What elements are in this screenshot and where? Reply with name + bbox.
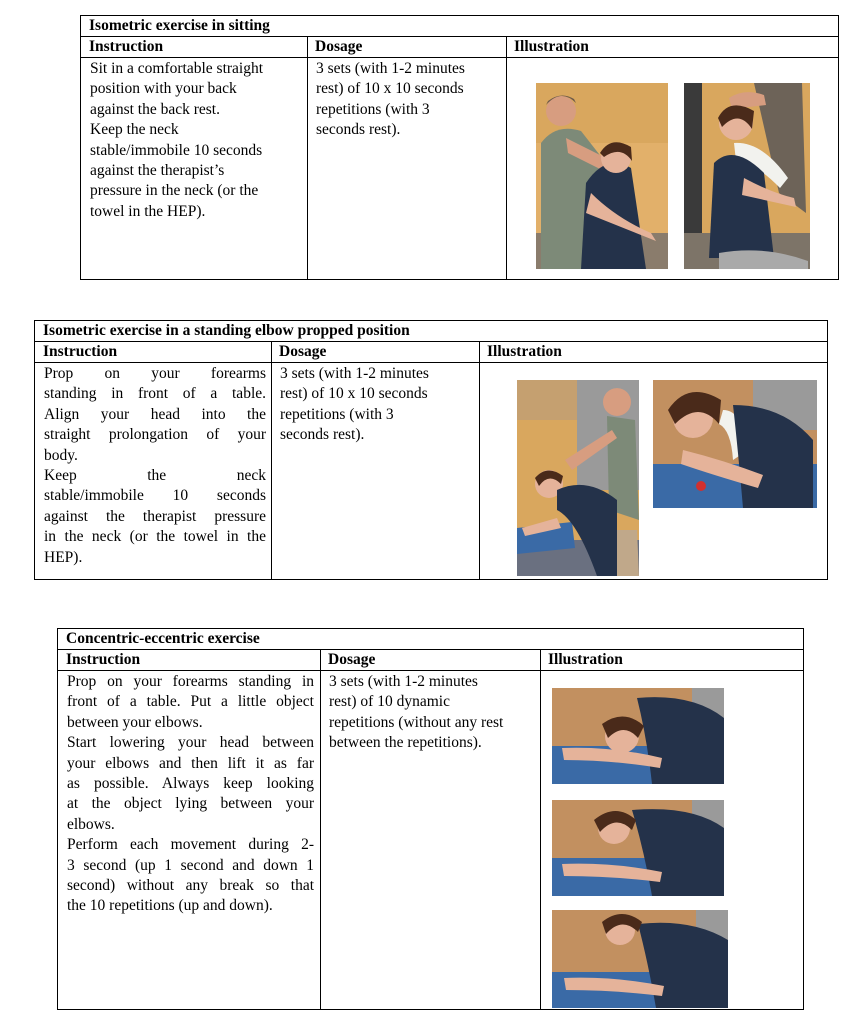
text-line: repetitions (without any rest	[329, 713, 504, 731]
text-line: stable/immobile 10 seconds	[44, 487, 266, 505]
text-line: rest) of 10 x 10 seconds	[280, 385, 428, 403]
text-line: body.	[44, 446, 78, 464]
exercise-table-dynamic	[57, 628, 804, 1010]
dynamic-middle-photo	[552, 800, 724, 896]
text-line: between your elbows.	[67, 713, 203, 731]
text-line: Prop on your forearms	[44, 365, 266, 382]
text-line: against the back rest.	[90, 100, 220, 118]
text-line: Align your head into the	[44, 405, 266, 423]
instruction-text	[67, 672, 314, 917]
text-line: the 10 repetitions (up and down).	[67, 897, 273, 915]
dosage-text	[329, 672, 536, 754]
table-title: Isometric exercise in sitting	[81, 16, 838, 37]
text-line: rest) of 10 x 10 seconds	[316, 80, 464, 98]
sitting-therapist-photo	[536, 83, 668, 269]
column-divider	[540, 650, 541, 1009]
text-line: in the neck (or the towel in the	[44, 528, 266, 546]
header-dosage: Dosage	[279, 343, 327, 360]
text-line: elbows.	[67, 815, 115, 833]
standing-towel-photo	[653, 380, 817, 508]
text-line: Perform each movement during 2-	[67, 836, 314, 854]
text-line: against the therapist pressure	[44, 507, 266, 525]
text-line: repetitions (with 3	[316, 100, 430, 118]
sitting-towel-photo	[684, 83, 810, 269]
exercise-table-standing	[34, 320, 828, 580]
text-line: position with your back	[90, 80, 237, 98]
text-line: repetitions (with 3	[280, 405, 394, 423]
column-divider	[479, 342, 480, 579]
text-line: Sit in a comfortable straight	[90, 60, 264, 77]
text-line: seconds rest).	[316, 121, 401, 139]
text-line: seconds rest).	[280, 426, 365, 444]
dosage-text	[316, 59, 501, 141]
text-line: between the repetitions).	[329, 734, 482, 752]
text-line: 3 sets (with 1-2 minutes	[316, 60, 465, 77]
text-line: HEP).	[44, 548, 83, 566]
text-line: standing in front of a table.	[44, 385, 266, 403]
text-line: Keep the neck	[90, 121, 179, 139]
text-line: pressure in the neck (or the	[90, 182, 259, 200]
column-divider	[307, 37, 308, 279]
table-header-row	[58, 650, 803, 671]
header-instruction: Instruction	[43, 343, 118, 360]
text-line: 3 sets (with 1-2 minutes	[280, 365, 429, 382]
table-header-row	[35, 342, 827, 363]
header-illustration: Illustration	[514, 38, 589, 55]
text-line: your elbows and then lift it as far	[67, 754, 314, 772]
header-dosage: Dosage	[328, 651, 376, 668]
text-line: as possible. Always keep looking	[67, 775, 314, 793]
column-divider	[320, 650, 321, 1009]
header-instruction: Instruction	[89, 38, 164, 55]
text-line: Keep the neck	[44, 467, 266, 485]
exercise-table-sitting	[80, 15, 839, 280]
text-line: at the object lying between your	[67, 795, 314, 813]
column-divider	[506, 37, 507, 279]
header-illustration: Illustration	[548, 651, 623, 668]
text-line: 3 sets (with 1-2 minutes	[329, 673, 478, 690]
dynamic-down-photo	[552, 688, 724, 784]
text-line: front of a table. Put a little object	[67, 693, 314, 711]
header-illustration: Illustration	[487, 343, 562, 360]
instruction-text	[90, 59, 302, 222]
table-title: Isometric exercise in a standing elbow propped position	[35, 321, 827, 342]
column-divider	[271, 342, 272, 579]
text-line: against the therapist’s	[90, 162, 225, 180]
header-instruction: Instruction	[66, 651, 141, 668]
text-line: Start lowering your head between	[67, 734, 314, 752]
instruction-text	[44, 364, 266, 568]
text-line: rest) of 10 dynamic	[329, 693, 450, 711]
text-line: Prop on your forearms standing in	[67, 673, 314, 690]
text-line: second) without any break so that	[67, 877, 314, 895]
dynamic-up-photo	[552, 910, 728, 1008]
standing-therapist-photo	[517, 380, 639, 576]
table-title: Concentric-eccentric exercise	[58, 629, 803, 650]
text-line: straight prolongation of your	[44, 426, 266, 444]
table-header-row	[81, 37, 838, 58]
text-line: towel in the HEP).	[90, 202, 206, 220]
header-dosage: Dosage	[315, 38, 363, 55]
text-line: stable/immobile 10 seconds	[90, 141, 263, 159]
dosage-text	[280, 364, 475, 446]
text-line: 3 second (up 1 second and down 1	[67, 856, 314, 874]
